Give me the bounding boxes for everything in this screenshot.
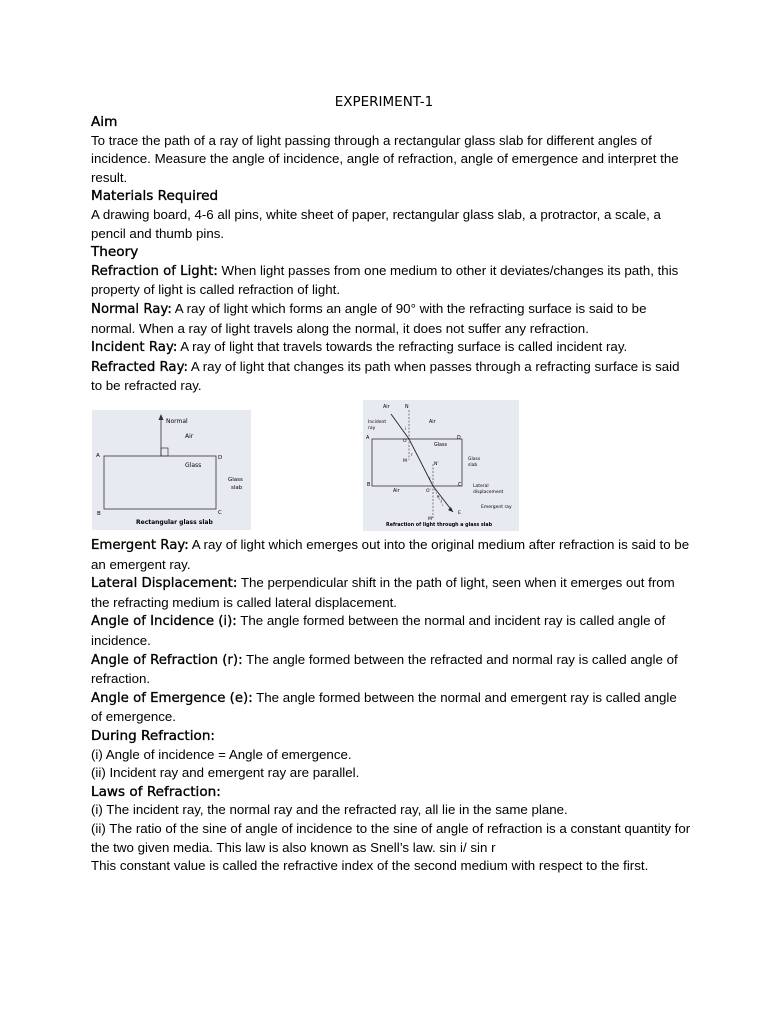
definition-term: Emergent Ray: <box>91 538 189 553</box>
definition-refraction-of-light <box>91 262 691 300</box>
definition-term: Incident Ray: <box>91 340 178 356</box>
angle-i-label: i <box>405 426 407 431</box>
glass-slab-rect <box>372 439 462 486</box>
glass-slab-label-1: Glass <box>228 477 243 483</box>
definition-term: Refracted Ray: <box>91 359 188 375</box>
air-bottom-label: Air <box>393 489 400 494</box>
definition-text: When light passes from one medium to other it deviates/changes its path, this property of light is called refraction of light. <box>91 262 679 298</box>
definition-text: A ray of light that changes its path when passes through a refracting surface is said to be refracted ray. <box>91 358 680 394</box>
law-item: (i) The incident ray, the normal ray and the refracted ray, all lie in the same plane. <box>91 802 568 818</box>
figure-refraction-through-glass-slab <box>363 400 519 531</box>
refraction-diagram <box>363 400 519 531</box>
point-o-label: O <box>403 439 407 444</box>
figure-rectangular-glass-slab <box>92 410 251 530</box>
lateral-label-1: Lateral <box>473 484 489 489</box>
corner-d-label: D <box>218 455 223 461</box>
definition-text: The angle formed between the refracted and normal ray is called angle of refraction. <box>91 651 678 687</box>
laws-of-refraction-heading: Laws of Refraction: <box>91 783 221 800</box>
point-n2-label: N' <box>434 462 439 467</box>
glass-slab-label-2: slab <box>468 463 478 468</box>
definition-incident-ray <box>91 338 691 358</box>
definition-angle-of-emergence <box>91 689 691 727</box>
angle-i2-label: i <box>441 498 443 503</box>
during-item: (ii) Incident ray and emergent ray are parallel. <box>91 765 360 781</box>
glass-label: Glass <box>185 462 202 469</box>
definition-text: A ray of light which emerges out into the original medium after refraction is said to be an emergent ray. <box>91 537 690 572</box>
angle-e-label: e <box>437 494 440 499</box>
top-text-block <box>91 113 691 396</box>
corner-d-label: D <box>457 436 461 441</box>
air-right-label: Air <box>429 420 436 425</box>
definition-term: Angle of Emergence (e): <box>91 690 253 706</box>
incident-ray-line <box>391 414 409 439</box>
law-item: This constant value is called the refractive index of the second medium with respect to the first. <box>91 858 649 874</box>
corner-a-label: A <box>366 436 370 441</box>
corner-c-label: C <box>218 510 222 516</box>
right-angle-mark <box>161 448 168 456</box>
point-m2-label: M' <box>428 517 434 522</box>
definition-angle-of-incidence <box>91 612 691 650</box>
definition-text: A ray of light that travels towards the refracting surface is called incident ray. <box>177 339 628 355</box>
definition-term: Angle of Incidence (i): <box>91 614 237 630</box>
definition-refracted-ray <box>91 358 691 396</box>
incident-ray-label-1: Incident <box>368 420 387 425</box>
definition-normal-ray <box>91 300 691 338</box>
materials-text: A drawing board, 4-6 all pins, white sheet of paper, rectangular glass slab, a protractor, a scale, a pencil and thumb pins. <box>91 206 661 241</box>
point-m-label: M <box>403 459 407 464</box>
air-top-label: Air <box>383 405 390 410</box>
definition-term: Angle of Refraction (r): <box>91 652 243 668</box>
definition-term: Refraction of Light: <box>91 263 218 279</box>
bottom-text-block <box>91 536 691 876</box>
definition-text: The angle formed between the normal and emergent ray is called angle of emergence. <box>91 689 677 725</box>
glass-label: Glass <box>434 443 447 448</box>
page-title: EXPERIMENT-1 <box>334 94 434 110</box>
definition-text: The perpendicular shift in the path of light, seen when it emerges out from the refracting medium is called lateral displacement. <box>91 575 675 610</box>
point-e-label: E <box>458 511 461 516</box>
during-item: (i) Angle of incidence = Angle of emergence. <box>91 746 352 762</box>
materials-heading: Materials Required <box>91 188 219 205</box>
definition-text: The angle formed between the normal and incident ray is called angle of incidence. <box>91 613 666 648</box>
normal-arrow-icon <box>159 414 164 420</box>
angle-r-label: r <box>411 452 413 457</box>
figure-caption: Rectangular glass slab <box>136 519 213 526</box>
definition-term: Lateral Displacement: <box>91 576 238 592</box>
glass-slab-label-1: Glass <box>468 457 481 462</box>
corner-c-label: C <box>458 483 462 488</box>
lateral-label-2: displacement <box>473 490 504 495</box>
definition-term: Normal Ray: <box>91 301 172 317</box>
corner-a-label: A <box>96 453 100 459</box>
n-label: N <box>405 405 409 410</box>
theory-heading: Theory <box>91 244 139 261</box>
figure-caption: Refraction of light through a glass slab <box>386 523 493 528</box>
aim-heading: Aim <box>91 114 118 130</box>
during-refraction-heading: During Refraction: <box>91 727 216 744</box>
point-o2-label: O' <box>426 489 431 494</box>
definition-emergent-ray <box>91 536 691 574</box>
corner-b-label: B <box>367 483 371 488</box>
glass-slab-diagram <box>92 410 251 530</box>
emergent-arrow-icon <box>448 507 453 512</box>
normal-label: Normal <box>166 418 188 425</box>
aim-text: To trace the path of a ray of light passing through a rectangular glass slab for different angles of incidence. Measure the angle of incidence, angle of refraction, angle of emergence and interpret the result. <box>91 132 679 185</box>
definition-lateral-displacement <box>91 574 691 612</box>
definition-angle-of-refraction <box>91 651 691 689</box>
corner-b-label: B <box>97 511 101 517</box>
incident-ray-label-2: ray <box>368 426 376 431</box>
emergent-ray-label: Emergent ray <box>481 505 512 510</box>
definition-text: A ray of light which forms an angle of 90° with the refracting surface is said to be normal. When a ray of light travels along the normal, it does not suffer any refraction. <box>91 300 647 336</box>
air-label: Air <box>185 433 194 440</box>
glass-slab-label-2: slab <box>231 485 243 491</box>
angle-r2-label: r <box>429 476 431 481</box>
law-item: (ii) The ratio of the sine of angle of incidence to the sine of angle of refraction is a constant quantity for the two given media. This law is also known as Snell’s law. sin i/ sin r <box>91 820 691 855</box>
